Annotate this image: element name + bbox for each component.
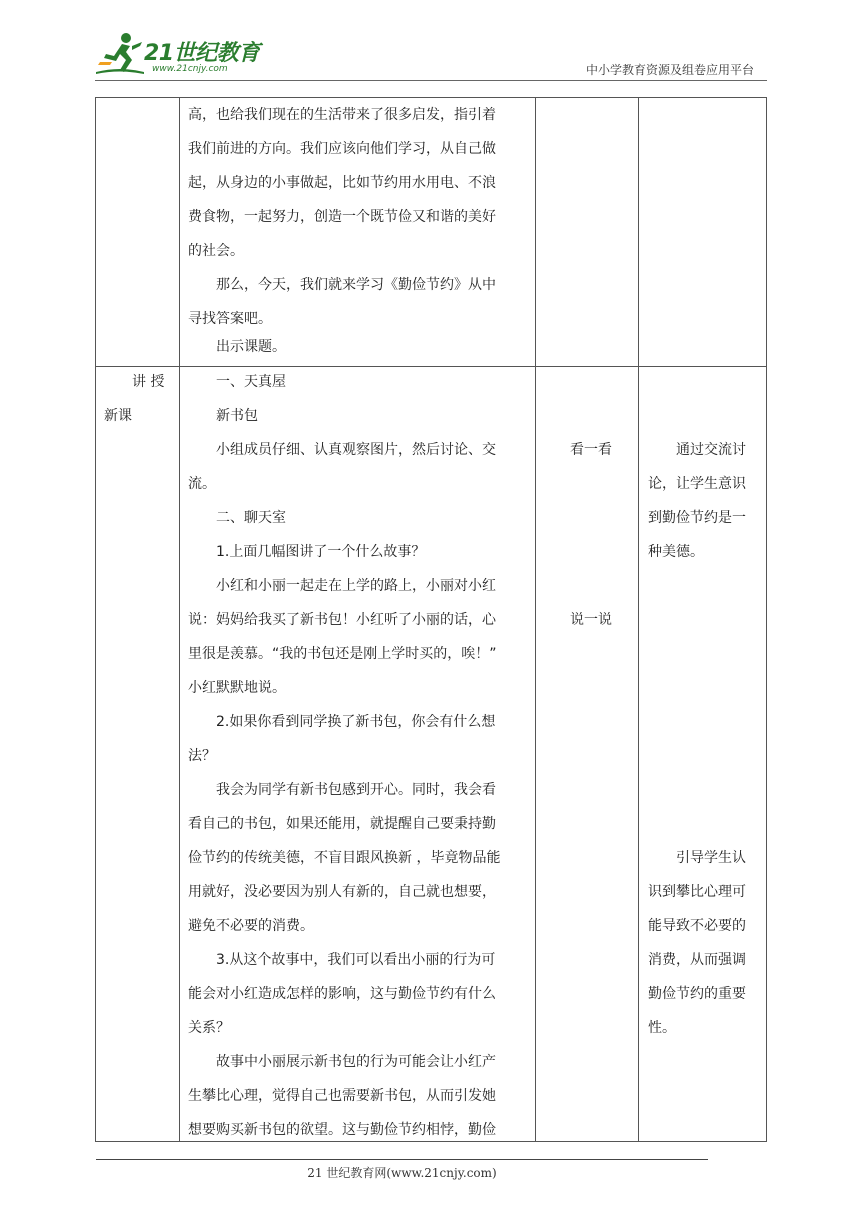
intent-line: 能导致不必要的 bbox=[648, 918, 746, 934]
content-line: 我们前进的方向。我们应该向他们学习，从自己做 bbox=[188, 141, 496, 157]
content-line: 里很是羡慕。“我的书包还是刚上学时买的，唉！” bbox=[188, 646, 497, 662]
stage-label: 新课 bbox=[104, 408, 132, 424]
content-line: 寻找答案吧。 bbox=[188, 311, 272, 327]
intent-line: 种美德。 bbox=[648, 544, 704, 560]
content-line: 的社会。 bbox=[188, 243, 244, 259]
content-line: 二、聊天室 bbox=[216, 510, 286, 526]
intent-line: 性。 bbox=[648, 1020, 676, 1036]
content-line: 避免不必要的消费。 bbox=[188, 918, 314, 934]
content-line: 说：妈妈给我买了新书包！小红听了小丽的话，心 bbox=[188, 612, 496, 628]
header-divider bbox=[95, 80, 767, 81]
intent-line: 引导学生认 bbox=[676, 850, 746, 866]
footer-divider bbox=[96, 1159, 708, 1160]
content-line: 新书包 bbox=[216, 408, 258, 424]
logo bbox=[96, 32, 266, 80]
content-line: 起，从身边的小事做起，比如节约用水用电、不浪 bbox=[188, 175, 496, 191]
content-line: 高，也给我们现在的生活带来了很多启发，指引着 bbox=[188, 107, 496, 123]
content-line: 1.上面几幅图讲了一个什么故事？ bbox=[216, 544, 426, 560]
content-line: 一、天真屋 bbox=[216, 374, 286, 390]
stage-label: 讲 授 bbox=[132, 374, 165, 390]
content-line: 想要购买新书包的欲望。这与勤俭节约相悖，勤俭 bbox=[188, 1122, 496, 1138]
content-line: 3.从这个故事中，我们可以看出小丽的行为可 bbox=[216, 952, 496, 968]
content-line: 小红和小丽一起走在上学的路上，小丽对小红 bbox=[216, 578, 496, 594]
intent-line: 到勤俭节约是一 bbox=[648, 510, 746, 526]
content-line: 出示课题。 bbox=[216, 339, 286, 355]
table-column-divider bbox=[179, 98, 180, 1141]
table-column-divider bbox=[535, 98, 536, 1141]
footer-text: 21 世纪教育网(www.21cnjy.com) bbox=[307, 1166, 497, 1180]
table-column-divider bbox=[638, 98, 639, 1141]
intent-line: 论，让学生意识 bbox=[648, 476, 746, 492]
content-line: 生攀比心理，觉得自己也需要新书包，从而引发她 bbox=[188, 1088, 496, 1104]
content-line: 2.如果你看到同学换了新书包，你会有什么想 bbox=[216, 714, 496, 730]
logo-text: 21世纪教育 bbox=[144, 41, 260, 66]
content-line: 费食物，一起努力，创造一个既节俭又和谐的美好 bbox=[188, 209, 496, 225]
content-line: 俭节约的传统美德，不盲目跟风换新 ，毕竟物品能 bbox=[188, 850, 501, 866]
content-line: 小组成员仔细、认真观察图片，然后讨论、交 bbox=[216, 442, 496, 458]
content-line: 故事中小丽展示新书包的行为可能会让小红产 bbox=[216, 1054, 496, 1070]
intent-line: 识到攀比心理可 bbox=[648, 884, 746, 900]
content-line: 流。 bbox=[188, 476, 216, 492]
platform-name: 中小学教育资源及组卷应用平台 bbox=[585, 63, 754, 77]
content-line: 小红默默地说。 bbox=[188, 680, 286, 696]
intent-line: 勤俭节约的重要 bbox=[648, 986, 746, 1002]
intent-line: 通过交流讨 bbox=[676, 442, 746, 458]
content-line: 用就好，没必要因为别人有新的，自己就也想要， bbox=[188, 884, 496, 900]
activity-label: 看一看 bbox=[570, 442, 612, 458]
logo-url: www.21cnjy.com bbox=[152, 64, 228, 74]
content-line: 法？ bbox=[188, 748, 216, 764]
table-row-divider bbox=[96, 366, 766, 367]
activity-label: 说一说 bbox=[570, 612, 612, 628]
content-line: 关系？ bbox=[188, 1020, 230, 1036]
intent-line: 消费，从而强调 bbox=[648, 952, 746, 968]
content-line: 能会对小红造成怎样的影响，这与勤俭节约有什么 bbox=[188, 986, 496, 1002]
content-line: 那么，今天，我们就来学习《勤俭节约》从中 bbox=[216, 277, 496, 293]
runner-logo-icon bbox=[96, 32, 144, 76]
content-line: 我会为同学有新书包感到开心。同时，我会看 bbox=[216, 782, 496, 798]
content-line: 看自己的书包，如果还能用，就提醒自己要秉持勤 bbox=[188, 816, 496, 832]
lesson-table bbox=[95, 97, 767, 1142]
